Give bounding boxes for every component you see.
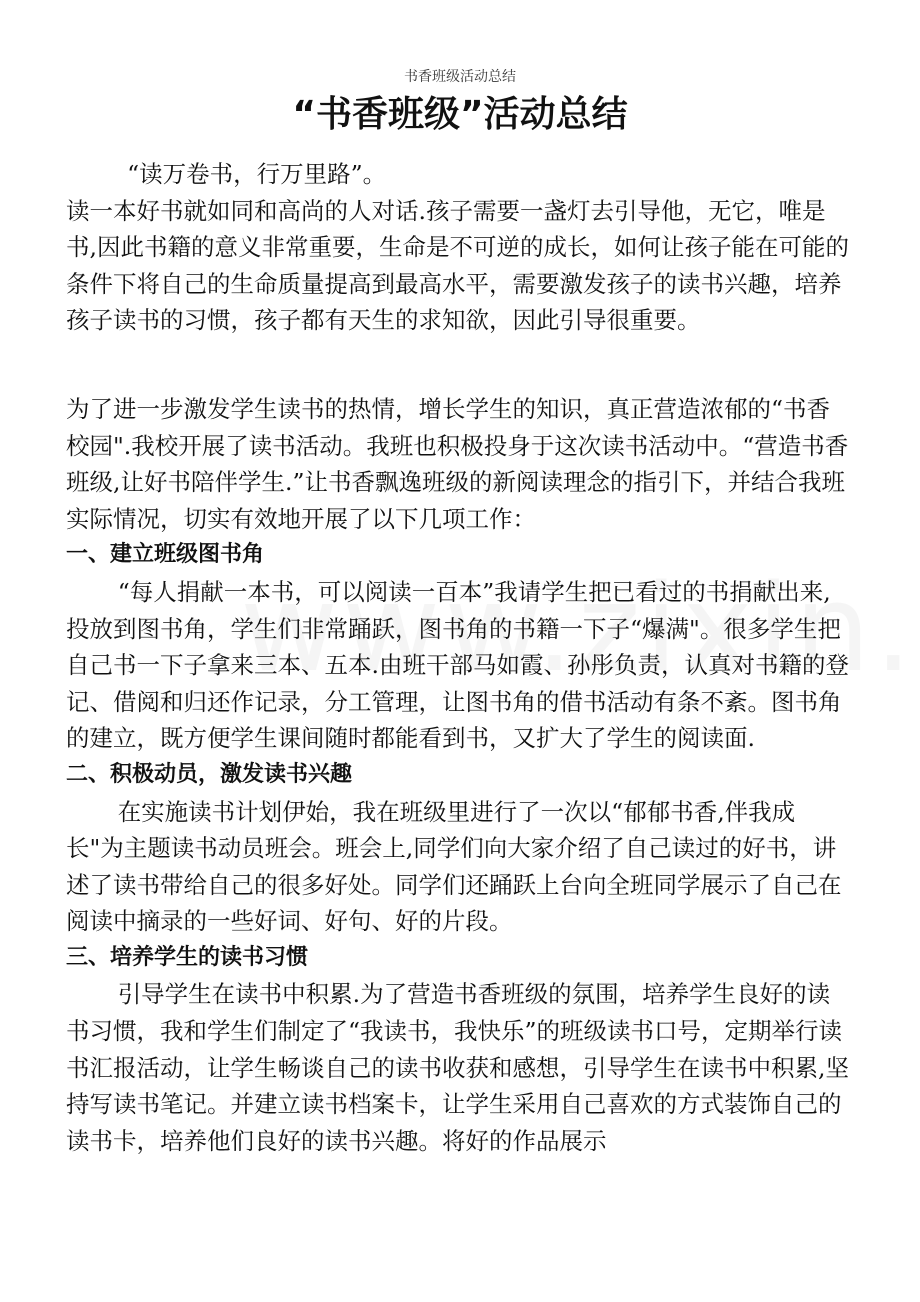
section-heading-library-corner: 一、建立班级图书角 [66,542,265,568]
document-title: “书香班级”活动总结 [292,94,628,135]
paragraph-activity-background: 为了进一步激发学生读书的热情，增长学生的知识，真正营造浓郁的“书香校园".我校开展了读书活动。我班也积极投身于这次读书活动中。“营造书香班级,让好书陪伴学生.”让书香飘逸班级的新阅读理念的指引下，并结合我班实际情况，切实有效地开展了以下几项工作： [66,394,849,533]
paragraph-gap [66,339,850,391]
section-text-motivation: 在实施读书计划伊始，我在班级里进行了一次以“郁郁书香,伴我成长"为主题读书动员班会。班会上,同学们向大家介绍了自己读过的好书，讲述了读书带给自己的很多好处。同学们还踊跃上台向全班同学展示了自己在阅读中摘录的一些好词、好句、好的片段。 [66,797,842,936]
intro-quote: “读万卷书，行万里路”。 [127,160,387,188]
running-header: 书香班级活动总结 [404,69,516,85]
section-text-reading-habits: 引导学生在读书中积累.为了营造书香班级的氛围，培养学生良好的读书习惯，我和学生们制定了“我读书，我快乐”的班级读书口号，定期举行读书汇报活动，让学生畅谈自己的读书收获和感想，引导学生在读书中积累,坚持写读书笔记。并建立读书档案卡，让学生采用自己喜欢的方式装饰自己的读书卡，培养他们良好的读书兴趣。将好的作品展示 [66,980,849,1155]
section-heading-reading-habits: 三、培养学生的读书习惯 [66,944,309,970]
document-body [66,156,850,1159]
section-heading-motivation: 二、积极动员，激发读书兴趣 [66,761,353,787]
paragraph-reading-importance: 读一本好书就如同和高尚的人对话.孩子需要一盏灯去引导他，无它，唯是书,因此书籍的意义非常重要，生命是不可逆的成长，如何让孩子能在可能的条件下将自己的生命质量提高到最高水平，需要激发孩子的读书兴趣，培养孩子读书的习惯，孩子都有天生的求知欲，因此引导很重要。 [66,196,849,335]
section-text-library-corner: “每人捐献一本书，可以阅读一百本”我请学生把已看过的书捐献出来,投放到图书角，学生们非常踊跃，图书角的书籍一下子“爆满"。很多学生把自己书一下子拿来三本、五本.由班干部马如霞、孙彤负责，认真对书籍的登记、借阅和归还作记录，分工管理，让图书角的借书活动有条不紊。图书角的建立，既方便学生课间随时都能看到书，又扩大了学生的阅读面. [66,577,849,753]
